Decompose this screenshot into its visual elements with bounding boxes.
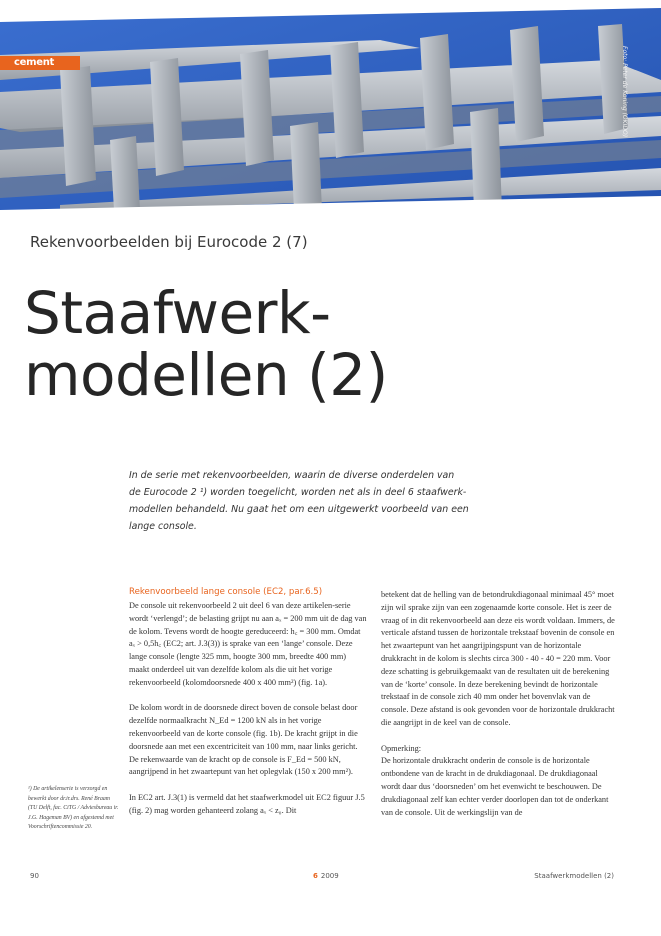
photo-credit: Foto: Peter de Koning (OKIDO) xyxy=(621,46,628,138)
intro-line: In de serie met rekenvoorbeelden, waarin de diverse onderdelen van xyxy=(129,470,455,481)
body-paragraph: De console uit rekenvoorbeeld 2 uit deel 6 van deze artikelen-serie wordt ‘verlengd’; de belasting grijpt nu aan aₓ = 200 mm uit de dag van de kolom. Tevens wordt de hoogte gereduceerd: h꜀ = 300 mm. Omdat aₓ > 0,5h꜀ (EC2; art. J.3(3)) is sprake van een ‘lange’ console. Deze lange console (lengte 325 mm, hoogte 300 mm, breedte 400 mm) maakt onderdeel uit van dezelfde kolom als die uit het vorige rekenvoorbeeld (kolomdoorsnede 400 x 400 mm²) (fig. 1a). xyxy=(129,601,367,687)
body-paragraph: In EC2 art. J.3(1) is vermeld dat het staafwerkmodel uit EC2 figuur J.5 (fig. 2) mag worden gehanteerd zolang aₓ < z₀. Dit xyxy=(129,792,365,815)
body-paragraph: betekent dat de helling van de betondrukdiagonaal minimaal 45° moet zijn wil sprake zijn van een zogenaamde korte console. Het is zeer de vraag of in dit rekenvoorbeeld aan deze eis wordt voldaan. Immers, de verticale afstand tussen de horizontale trekstaaf bovenin de console en het zwaartepunt van het aangrijpingspunt van de horizontale drukkracht in de kolom is slechts circa 300 - 40 - 40 = 220 mm. Voor deze schatting is gebruikgemaakt van de resultaten uit de berekening van de ‘korte’ console. In deze berekening bevindt de horizontale trekstaaf in de console zich 40 mm onder het bovenvlak van de console. Deze afstand is ook gevonden voor de horizontale drukkracht die aangrijpt in de keel van de console. xyxy=(381,590,615,727)
issue-number: 6 xyxy=(313,872,318,880)
body-column-right xyxy=(381,589,619,832)
issue-year: 2009 xyxy=(320,872,339,880)
series-subtitle: Rekenvoorbeelden bij Eurocode 2 (7) xyxy=(30,233,308,251)
section-heading: Rekenvoorbeeld lange console (EC2, par.6.5) xyxy=(129,587,323,597)
body-paragraph: Opmerking: De horizontale drukkracht onderin de console is de horizontale ontbondene van de kracht in de drukdiagonaal. De drukdiagonaal wordt daar dus ‘doorsneden’ om het evenwicht te beschouwen. De drukdiagonaal zelf kan echter verder doorlopen dan tot de onderkant van de console. Uit de werkingslijn van de xyxy=(381,743,609,817)
article-title-line1: Staafwerk- xyxy=(24,279,331,347)
body-column-left xyxy=(129,586,367,830)
page-number: 90 xyxy=(30,872,39,880)
intro-paragraph xyxy=(129,467,469,535)
intro-line: lange console. xyxy=(129,521,197,532)
magazine-badge xyxy=(0,56,80,70)
hero-photo xyxy=(0,0,661,210)
running-title: Staafwerkmodellen (2) xyxy=(534,872,614,880)
magazine-logo: cement xyxy=(14,57,55,68)
article-title-line2: modellen (2) xyxy=(24,341,388,409)
issue-info xyxy=(313,872,339,880)
body-paragraph: De kolom wordt in de doorsnede direct boven de console belast door dezelfde normaalkracht N_Ed = 1200 kN als in het vorige rekenvoorbeeld van de korte console (fig. 1b). De kracht grijpt in die doorsnede aan met een excentriciteit van 100 mm, naar links gericht. De rekenwaarde van de kracht op de console is F_Ed = 500 kN, aangrijpend in het zwaartepunt van het oplegvlak (150 x 200 mm²). xyxy=(129,703,358,777)
intro-line: modellen behandeld. Nu gaat het om een uitgewerkt voorbeeld van een xyxy=(129,504,469,515)
concrete-grid-illustration xyxy=(0,0,661,210)
article-title xyxy=(24,279,388,409)
footnote: ¹) De artikelenserie is verzorgd en bewerkt door dr.ir.drs. René Braam (TU Delft, fac. CiTG / Adviesbureau ir. J.G. Hageman BV) en afgestemd met Voorschriftencommissie 20. xyxy=(28,786,119,831)
intro-line: de Eurocode 2 ¹) worden toegelicht, worden net als in deel 6 staafwerk- xyxy=(129,487,467,498)
